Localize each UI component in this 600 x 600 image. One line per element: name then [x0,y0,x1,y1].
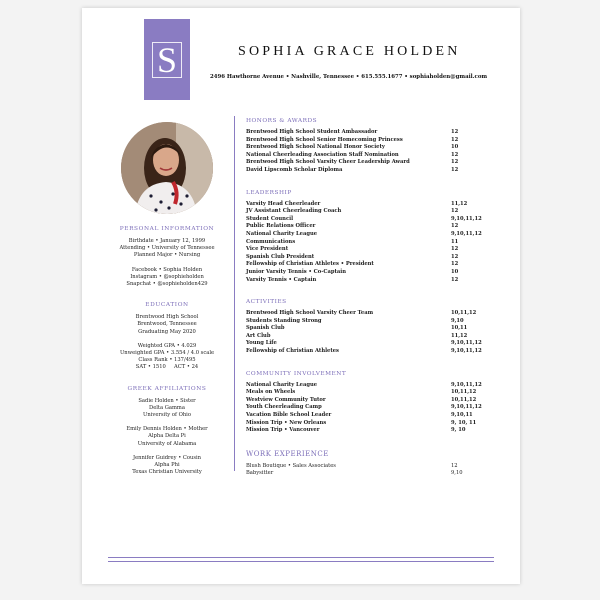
personal-line: Planned Major • Nursing [133,252,201,259]
personal-line: Attending • University of Tennessee [119,245,215,252]
monogram-letter: S [152,42,182,78]
work-experience-section [246,450,506,478]
list-item [246,412,506,420]
list-item [246,427,506,435]
item-title: Brentwood High School Student Ambassador [246,129,378,135]
list-item [246,239,506,247]
item-title: Mission Trip • Vancouver [246,427,320,434]
education-line: Brentwood, Tennessee [137,321,197,328]
item-years: 10 [451,144,459,151]
item-title: Youth Cheerleading Camp [246,404,322,411]
work-experience-heading: WORK EXPERIENCE [246,449,329,458]
list-item [246,397,506,405]
list-item [246,333,506,341]
honors-awards-heading: HONORS & AWARDS [246,118,318,124]
greek-line: Jennifer Guidrey • Cousin [132,454,201,461]
item-years: 10,11,12 [451,396,477,403]
item-years: 9,10 [451,317,464,324]
social-line: Snapchat • @sophieholden429 [126,281,208,288]
list-item [246,201,506,209]
greek-line: Texas Christian University [132,469,202,476]
item-years: 9,10,11,12 [451,230,482,237]
list-item [246,159,506,167]
item-years: 12 [451,253,459,260]
item-years: 12 [451,208,459,215]
item-title: Babysitter [246,470,274,477]
item-title: Fellowship of Christian Athletes [246,348,339,355]
item-title: Brentwood High School National Honor Society [246,144,385,151]
list-item [246,310,506,318]
item-years: 12 [451,166,459,173]
list-item [246,325,506,333]
item-title: National Charity League [246,230,318,237]
item-title: Vacation Bible School Leader [246,412,332,419]
education-stat: SAT • 1510 ACT • 24 [135,364,199,371]
item-title: Varsity Tennis • Captain [246,276,317,283]
item-title: Vice President [246,246,289,253]
item-title: Spanish Club [246,325,285,332]
item-years: 12 [451,462,458,469]
item-years: 9, 10, 11 [451,419,477,426]
honors-awards-section [246,118,506,175]
list-item [246,208,506,216]
item-title: Communications [246,238,296,245]
greek-line: University of Alabama [137,440,197,447]
item-title: Brentwood High School Senior Homecoming Princess [246,136,403,143]
list-item [246,348,506,356]
item-years: 12 [451,129,459,135]
profile-photo-image [121,122,213,214]
item-title: Westview Community Tutor [246,396,326,403]
leadership-heading: LEADERSHIP [246,189,292,196]
item-years: 9,10,11,12 [451,340,482,347]
greek-line: Alpha Delta Pi [148,433,186,440]
item-years: 12 [451,223,459,230]
list-item [246,223,506,231]
item-years: 9,10,11,12 [451,404,482,411]
list-item [246,137,506,145]
list-item [246,404,506,412]
social-line: Instagram • @sophieholden [130,273,204,280]
item-title: Student Council [246,215,294,222]
item-title: Brentwood High School Varsity Cheer Team [246,310,374,317]
item-title: Meals on Wheels [246,389,296,396]
list-item [246,318,506,326]
footer-rule-bottom [108,561,494,562]
item-title: Fellowship of Christian Athletes • President [246,261,374,268]
social-line: Facebook • Sophia Holden [131,266,203,273]
item-years: 12 [451,159,459,166]
list-item [246,231,506,239]
education-stat: Weighted GPA • 4.029 [137,342,197,349]
item-title: Varsity Head Cheerleader [246,200,321,207]
personal-line: Birthdate • January 12, 1999 [128,238,206,244]
personal-information-section [102,226,232,288]
item-years: 9,10,11,12 [451,348,482,355]
list-item [246,261,506,269]
item-years: 9,10,11,12 [451,215,482,222]
item-years: 10,11,12 [451,389,477,396]
list-item [246,216,506,224]
greek-line: University of Ohio [143,412,191,419]
item-title: Students Standing Strong [246,317,322,324]
item-years: 12 [451,246,459,253]
monogram-badge [144,19,190,100]
leadership-section [246,190,506,285]
list-item [246,340,506,348]
list-item [246,470,506,478]
list-item [246,463,506,471]
item-years: 12 [451,261,459,268]
contact-line: 2496 Hawthorne Avenue • Nashville, Tennessee • 615.555.1677 • sophiaholden@gmail.com [210,74,488,80]
list-item [246,152,506,160]
profile-photo [121,122,213,214]
full-name: SOPHIA GRACE HOLDEN [238,44,461,59]
item-title: Blush Boutique • Sales Associates [246,462,336,469]
item-years: 12 [451,151,459,158]
education-heading: EDUCATION [145,302,189,309]
right-column [246,118,506,493]
list-item [246,246,506,254]
list-item [246,420,506,428]
greek-line: Sadie Holden • Sister [138,397,196,404]
item-years: 9,10,11 [451,412,473,419]
greek-line: Alpha Phi [154,462,180,469]
list-item [246,254,506,262]
item-title: David Lipscomb Scholar Diploma [246,166,343,173]
list-item [246,129,506,137]
item-years: 12 [451,136,459,143]
item-title: Young Life [246,340,277,347]
item-years: 9,10,11,12 [451,381,482,388]
column-divider [234,116,235,471]
item-title: Spanish Club President [246,253,315,260]
resume-page [82,8,520,584]
item-years: 11 [451,238,459,245]
item-years: 11,12 [451,332,468,339]
item-title: Mission Trip • New Orleans [246,419,327,426]
greek-affiliations-section [102,386,232,477]
list-item [246,144,506,152]
item-years: 11,12 [451,200,468,207]
education-line: Brentwood High School [135,314,199,321]
activities-heading: ACTIVITIES [246,299,287,306]
item-title: JV Assistant Cheerleading Coach [246,208,342,215]
greek-line: Emily Dennis Holden • Mother [126,426,208,433]
item-title: National Cheerleading Association Staff Nomination [246,151,399,158]
footer-rule-top [108,557,494,558]
item-title: Junior Varsity Tennis • Co-Captain [246,268,347,275]
list-item [246,389,506,397]
activities-section [246,299,506,356]
community-involvement-section [246,371,506,435]
education-stat: Unweighted GPA • 3.554 / 4.0 scale [119,350,215,357]
item-title: Brentwood High School Varsity Cheer Leadership Award [246,159,410,166]
item-years: 9, 10 [451,427,466,434]
education-line: Graduating May 2020 [138,328,196,335]
item-years: 12 [451,276,459,283]
list-item [246,167,506,175]
list-item [246,269,506,277]
greek-affiliations-heading: GREEK AFFILIATIONS [127,385,207,392]
item-title: Art Club [246,332,271,339]
personal-information-heading: PERSONAL INFORMATION [119,226,215,232]
community-involvement-heading: COMMUNITY INVOLVEMENT [246,370,347,377]
left-column [102,226,232,490]
greek-line: Delta Gamma [149,404,185,411]
item-years: 9,10 [451,470,463,477]
list-item [246,277,506,285]
item-years: 10,11 [451,325,468,332]
education-stat: Class Rank • 137/495 [138,357,196,364]
list-item [246,382,506,390]
item-years: 10 [451,268,459,275]
item-title: Public Relations Officer [246,223,316,230]
item-years: 10,11,12 [451,310,477,317]
item-title: National Charity League [246,381,318,388]
education-section [102,302,232,371]
